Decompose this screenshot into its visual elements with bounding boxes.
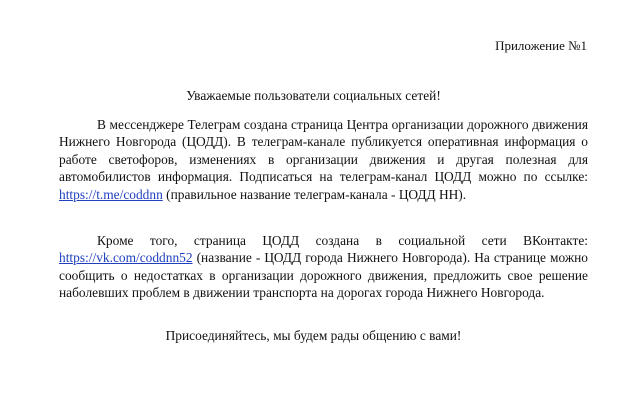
paragraph-vkontakte-text-before: Кроме того, страница ЦОДД создана в социальной сети ВКонтакте: xyxy=(97,233,588,248)
paragraph-telegram-text-before: В мессенджере Телеграм создана страница Центра организации дорожного движения Нижнего Новгорода (ЦОДД). В телеграм-канале публикуется оперативная информация о работе светофоров, изменениях в организации движения и другая полезная для автомобилистов информация. Подписаться на телеграм-канал ЦОДД можно по ссылке: xyxy=(59,117,588,185)
paragraph-vkontakte-text-after: (название - ЦОДД города Нижнего Новгорода). На странице можно сообщить о недостатках в организации дорожного движения, предложить свое решение наболевших проблем в движении транспорта на дорогах города Нижнего Новгорода. xyxy=(59,250,588,301)
vkontakte-link[interactable]: https://vk.com/coddnn52 xyxy=(59,250,193,266)
paragraph-telegram xyxy=(59,116,588,203)
greeting-heading: Уважаемые пользователи социальных сетей! xyxy=(186,88,441,103)
telegram-link[interactable]: https://t.me/coddnn xyxy=(59,186,163,202)
closing-line: Присоединяйтесь, мы будем рады общению с вами! xyxy=(165,328,462,343)
paragraph-telegram-text-after: (правильное название телеграм-канала - ЦОДД НН). xyxy=(162,186,467,202)
paragraph-vkontakte xyxy=(59,232,588,302)
appendix-label: Приложение №1 xyxy=(495,38,587,53)
